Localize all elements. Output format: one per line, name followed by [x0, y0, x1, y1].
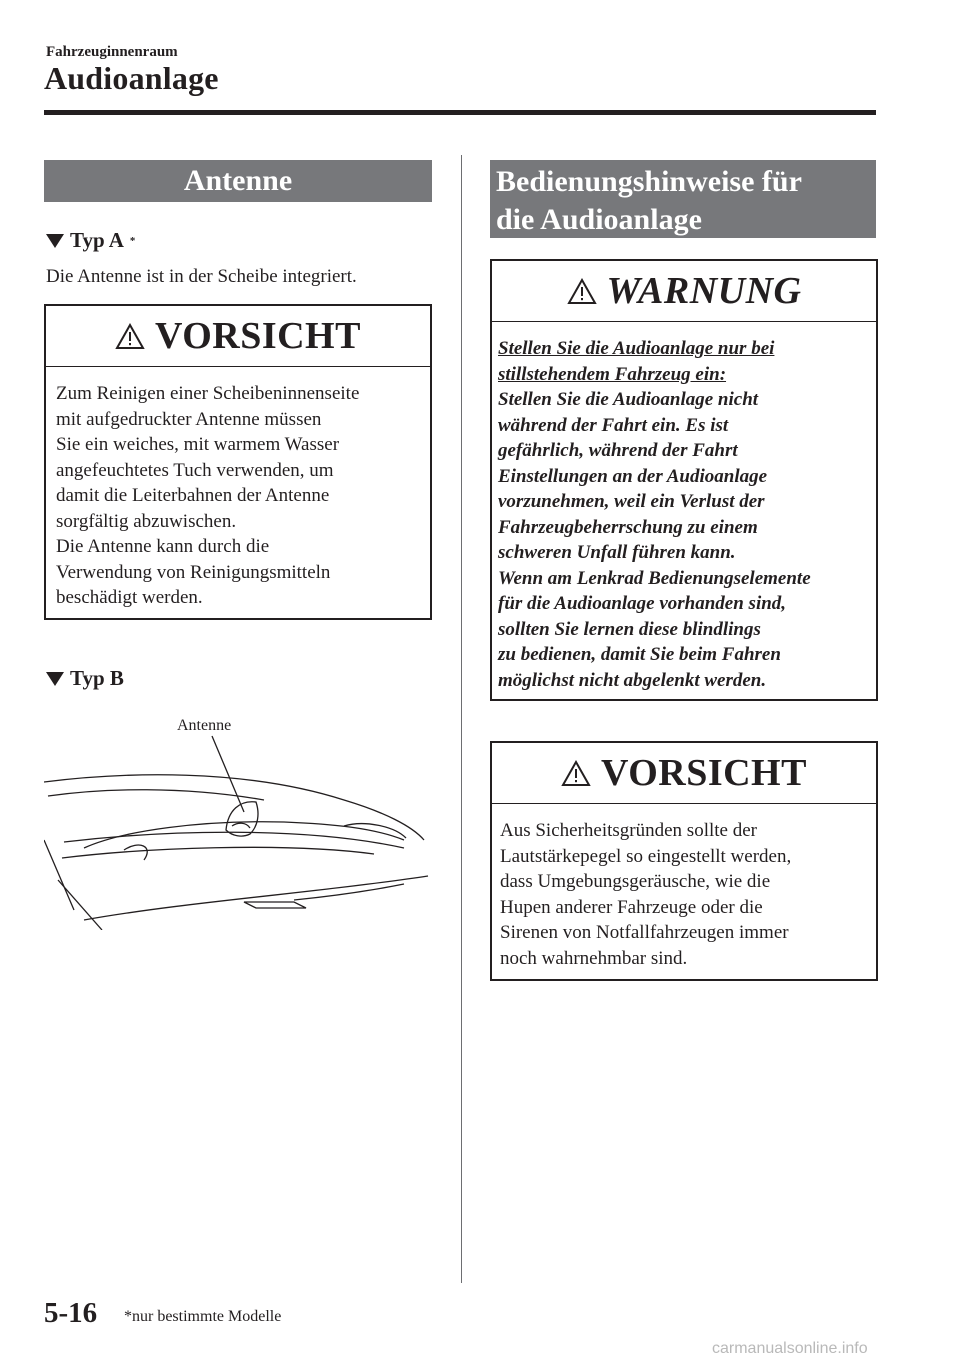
roof-antenna-illustration — [44, 730, 434, 930]
caution-body — [492, 804, 876, 971]
text-line: damit die Leiterbahnen der Antenne — [56, 485, 330, 506]
figure-callout-label: Antenne — [177, 717, 232, 734]
text-line: angefeuchtetes Tuch verwenden, um — [56, 459, 334, 481]
typ-a-text: Die Antenne ist in der Scheibe integriert. — [46, 266, 357, 287]
text-line: schweren Unfall führen kann. — [498, 542, 736, 563]
text-line: gefährlich, während der Fahrt — [498, 440, 738, 461]
caution-box-right — [490, 741, 878, 981]
text-line: zu bedienen, damit Sie beim Fahren — [498, 644, 781, 665]
text-line: Sirenen von Notfallfahrzeugen immer — [500, 922, 789, 943]
text-line: Wenn am Lenkrad Bedienungselemente — [498, 567, 811, 589]
caution-header — [46, 306, 430, 367]
text-line: Stellen Sie die Audioanlage nur bei — [498, 338, 775, 359]
section-band-antenne: Antenne — [44, 160, 432, 202]
subheading-label: Typ A — [70, 228, 124, 252]
text-line: Die Antenne kann durch die — [56, 536, 270, 557]
text-line: Lautstärkepegel so eingestellt werden, — [500, 845, 792, 867]
warning-title: WARNUNG — [606, 270, 802, 312]
text-line: noch wahrnehmbar sind. — [500, 947, 688, 969]
text-line: Stellen Sie die Audioanlage nicht — [498, 389, 759, 410]
text-line: für die Audioanlage vorhanden sind, — [498, 593, 787, 614]
text-line: beschädigt werden. — [56, 587, 203, 608]
triangle-bullet-icon — [46, 672, 64, 686]
footnote: *nur bestimmte Modelle — [124, 1308, 282, 1325]
text-line: vorzunehmen, weil ein Verlust der — [498, 491, 765, 512]
column-divider — [461, 155, 462, 1283]
page-number: 5-16 — [44, 1297, 98, 1329]
warning-triangle-icon — [567, 278, 597, 305]
warning-triangle-icon — [561, 760, 591, 787]
warning-body — [492, 322, 876, 693]
text-line: Aus Sicherheitsgründen sollte der — [500, 820, 757, 841]
subheading-label: Typ B — [70, 666, 124, 690]
text-line: Hupen anderer Fahrzeuge oder die — [500, 896, 763, 918]
caution-title: VORSICHT — [601, 752, 807, 794]
text-line: Fahrzeugbeherrschung zu einem — [498, 516, 758, 538]
watermark: carmanualsonline.info — [712, 1340, 868, 1357]
page-title: Audioanlage — [44, 60, 219, 96]
header-rule — [44, 110, 876, 115]
section-label: Fahrzeuginnenraum — [46, 44, 178, 60]
text-line: Zum Reinigen einer Scheibeninnenseite — [56, 383, 360, 404]
text-line: mit aufgedruckter Antenne müssen — [56, 408, 322, 430]
text-line: während der Fahrt ein. Es ist — [498, 414, 729, 436]
asterisk-marker: * — [129, 234, 136, 247]
text-line: sollten Sie lernen diese blindlings — [498, 618, 761, 640]
text-line: Sie ein weiches, mit warmem Wasser — [56, 434, 340, 455]
caution-header — [492, 743, 876, 804]
text-line: Einstellungen an der Audioanlage — [498, 465, 768, 487]
subheading-typ-a — [46, 228, 135, 253]
warning-box — [490, 259, 878, 701]
band-title-line: Bedienungshinweise für — [496, 165, 802, 198]
subheading-typ-b — [46, 666, 124, 691]
text-line: dass Umgebungsgeräusche, wie die — [500, 871, 771, 892]
text-line: stillstehendem Fahrzeug ein: — [498, 363, 727, 385]
text-line: sorgfältig abzuwischen. — [56, 510, 237, 532]
warning-header — [492, 261, 876, 322]
caution-body — [46, 367, 430, 611]
text-line: Verwendung von Reinigungsmitteln — [56, 561, 331, 583]
section-band-bedienungshinweise — [490, 160, 876, 238]
band-title-line: die Audioanlage — [496, 203, 702, 236]
caution-box-left — [44, 304, 432, 620]
caution-title: VORSICHT — [155, 315, 361, 357]
warning-triangle-icon — [115, 323, 145, 350]
text-line: möglichst nicht abgelenkt werden. — [498, 669, 767, 691]
triangle-bullet-icon — [46, 234, 64, 248]
